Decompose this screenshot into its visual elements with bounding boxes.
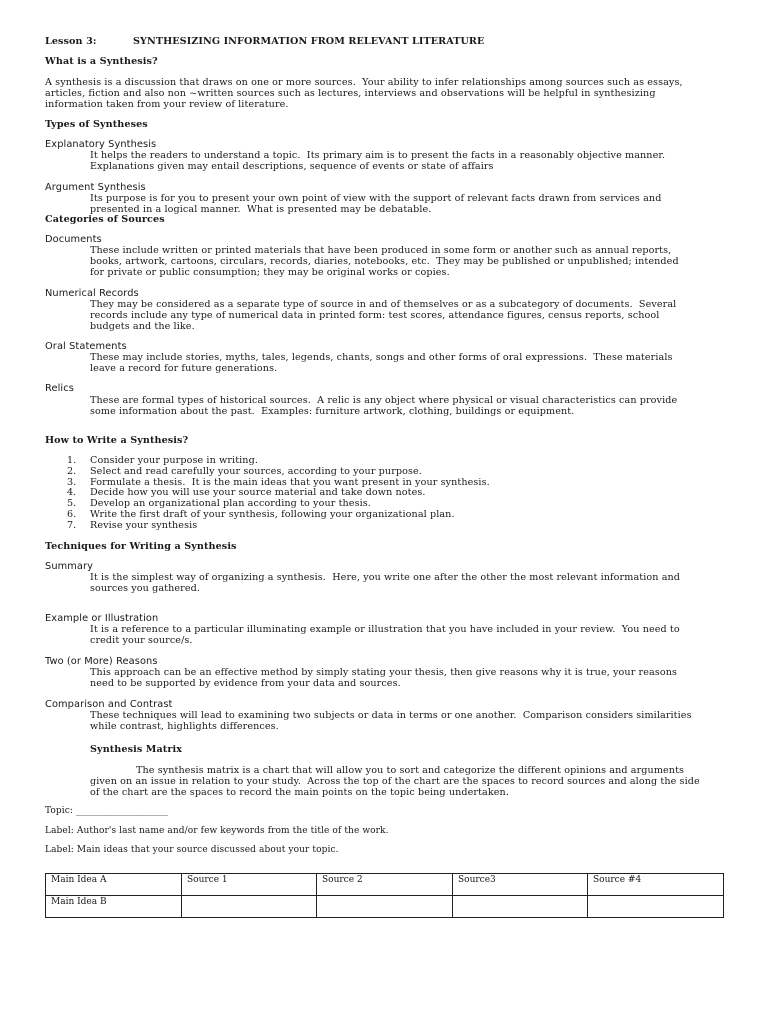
documents-label: Documents (45, 234, 102, 245)
step-number: 7. (67, 519, 77, 531)
types-heading: Types of Syntheses (45, 119, 148, 130)
reasons-label: Two (or More) Reasons (45, 656, 158, 667)
matrix-heading: Synthesis Matrix (90, 744, 183, 755)
paragraph-line: information taken from your review of literature. (45, 99, 289, 110)
lesson-number: Lesson 3: (45, 36, 97, 47)
paragraph-line: This approach can be an effective method by simply stating your thesis, then give reasons why it is true, your reasons (90, 667, 678, 678)
table-cell: Source 1 (182, 874, 317, 896)
table-cell: Source 2 (317, 874, 453, 896)
step-text: Formulate a thesis. It is the main ideas that you want present in your synthesis. (90, 476, 490, 488)
step-text: Select and read carefully your sources, according to your purpose. (90, 465, 422, 477)
paragraph-line: These include written or printed materials that have been produced in some form or another such as annual reports, (90, 245, 672, 256)
table-cell (317, 896, 453, 918)
paragraph-line: of the chart are the spaces to record the main points on the topic being undertaken. (90, 787, 509, 798)
table-cell: Source3 (453, 874, 588, 896)
paragraph-line: Explanations given may entail descriptions, sequence of events or state of affairs (90, 161, 494, 172)
step-number: 3. (67, 476, 77, 488)
numerical-label: Numerical Records (45, 288, 139, 299)
table-row (46, 896, 724, 918)
step-number: 2. (67, 465, 77, 477)
what-is-heading: What is a Synthesis? (45, 56, 158, 67)
step-text: Revise your synthesis (90, 519, 198, 531)
paragraph-line: articles, fiction and also non ~written sources such as lectures, interviews and observations will be helpful in synthesizing (45, 88, 656, 99)
synthesis-matrix-table (45, 873, 724, 918)
lesson-title: SYNTHESIZING INFORMATION FROM RELEVANT LITERATURE (133, 36, 485, 47)
categories-heading: Categories of Sources (45, 214, 165, 225)
paragraph-line: for private or public consumption; they may be original works or copies. (90, 267, 450, 278)
paragraph-line: It helps the readers to understand a topic. Its primary aim is to present the facts in a reasonably objective manner. (90, 150, 666, 161)
explanatory-label: Explanatory Synthesis (45, 139, 157, 150)
argument-label: Argument Synthesis (45, 182, 146, 193)
paragraph-line: The synthesis matrix is a chart that will allow you to sort and categorize the different opinions and arguments (136, 765, 685, 776)
step-number: 5. (67, 498, 77, 510)
paragraph-line: Its purpose is for you to present your own point of view with the support of relevant facts drawn from services and (90, 193, 662, 204)
table-cell: Source #4 (588, 874, 724, 896)
label-ideas: Label: Main ideas that your source discussed about your topic. (45, 845, 339, 855)
topic-field: Topic: ____________________ (45, 806, 168, 816)
paragraph-line: need to be supported by evidence from your data and sources. (90, 678, 401, 689)
paragraph-line: budgets and the like. (90, 321, 195, 332)
comparison-label: Comparison and Contrast (45, 699, 173, 710)
step-number: 4. (67, 487, 77, 499)
paragraph-line: given on an issue in relation to your study. Across the top of the chart are the spaces to record sources and along the side (90, 776, 700, 787)
step-text: Write the first draft of your synthesis, following your organizational plan. (90, 509, 455, 520)
table-cell: Main Idea A (46, 874, 182, 896)
paragraph-line: leave a record for future generations. (90, 363, 278, 374)
paragraph-line: books, artwork, cartoons, circulars, records, diaries, notebooks, etc. They may be published or unpublished; intended (90, 256, 679, 267)
paragraph-line: records include any type of numerical data in printed form: test scores, attendance figures, census reports, school (90, 310, 660, 321)
paragraph-line: These are formal types of historical sources. A relic is any object where physical or visual characteristics can provide (90, 395, 678, 406)
paragraph-line: sources you gathered. (90, 583, 201, 594)
paragraph-line: These may include stories, myths, tales, legends, chants, songs and other forms of oral expressions. These materials (90, 352, 673, 363)
summary-label: Summary (45, 561, 94, 572)
paragraph-line: while contrast, highlights differences. (90, 721, 279, 732)
paragraph-line: It is the simplest way of organizing a synthesis. Here, you write one after the other the most relevant information and (90, 572, 681, 583)
step-text: Consider your purpose in writing. (90, 455, 258, 466)
paragraph-line: A synthesis is a discussion that draws on one or more sources. Your ability to infer relationships among sources such as essays, (45, 77, 683, 88)
relics-label: Relics (45, 383, 74, 394)
paragraph-line: credit your source/s. (90, 635, 193, 646)
table-cell (588, 896, 724, 918)
table-cell (453, 896, 588, 918)
step-number: 1. (67, 455, 77, 466)
label-author: Label: Author's last name and/or few keywords from the title of the work. (45, 826, 389, 836)
table-cell: Main Idea B (46, 896, 182, 918)
paragraph-line: It is a reference to a particular illuminating example or illustration that you have included in your review. You need to (90, 624, 680, 635)
paragraph-line: some information about the past. Examples: furniture artwork, clothing, buildings or equipment. (90, 406, 575, 417)
oral-label: Oral Statements (45, 341, 127, 352)
paragraph-line: They may be considered as a separate type of source in and of themselves or as a subcategory of documents. Several (90, 299, 677, 310)
step-text: Decide how you will use your source material and take down notes. (90, 487, 426, 499)
step-number: 6. (67, 509, 77, 520)
paragraph-line: presented in a logical manner. What is presented may be debatable. (90, 204, 432, 215)
table-cell (182, 896, 317, 918)
paragraph-line: These techniques will lead to examining two subjects or data in terms or one another. Comparison considers similarities (90, 710, 692, 721)
how-to-heading: How to Write a Synthesis? (45, 435, 189, 446)
step-text: Develop an organizational plan according to your thesis. (90, 498, 371, 510)
techniques-heading: Techniques for Writing a Synthesis (45, 541, 237, 552)
example-label: Example or Illustration (45, 613, 159, 624)
table-row (46, 874, 724, 896)
